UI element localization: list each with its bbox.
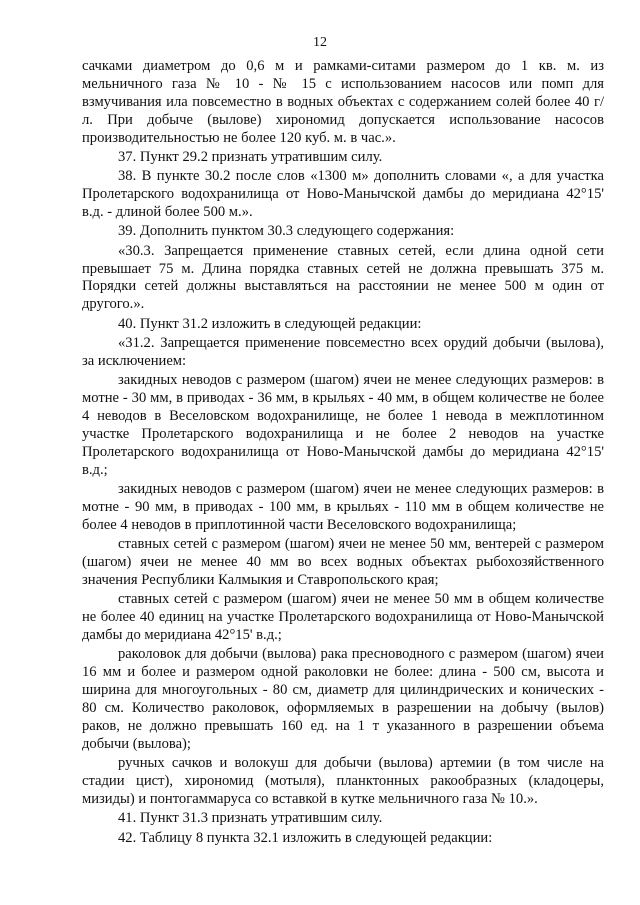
paragraph: ручных сачков и волокуш для добычи (вылова) артемии (в том числе на стадии цист), хирономид (мотыля), планктонных ракообразных (кладоцеры, мизиды) и понтогаммаруса со вставкой в кутке мельничного газа № 10.». xyxy=(82,755,604,807)
paragraph: раколовок для добычи (вылова) рака пресноводного с размером (шагом) ячеи 16 мм и более и размером одной раколовки не более: длина - 500 см, высота и ширина для многоугольных - 80 см, диаметр для цилиндрических и конических - 80 см. Количество раколовок, оформляемых в разрешении на добычу (вылов) раков, не должно превышать 160 ед. на 1 т указанного в разрешении объема добычи (вылова); xyxy=(82,646,604,752)
paragraph: закидных неводов с размером (шагом) ячеи не менее следующих размеров: в мотне - 30 мм, в приводах - 36 мм, в крыльях - 40 мм, в общем количестве не более 4 неводов в Веселовском водохранилище, не более 1 невода в межплотинном участке Пролетарского водохранилища и не более 2 неводов на участке Пролетарского водохранилища от Ново-Манычской дамбы до меридиана 42°15' в.д.; xyxy=(82,372,604,478)
paragraph: сачками диаметром до 0,6 м и рамками-ситами размером до 1 кв. м. из мельничного газа № 10 - № 15 с использованием насосов или помп для взмучивания ила повсеместно в водных объектах с содержанием солей более 40 г/л. При добыче (вылове) хирономид допускается использование насосов производительностью не более 120 куб. м. в час.». xyxy=(82,58,604,146)
paragraph: 41. Пункт 31.3 признать утратившим силу. xyxy=(118,810,383,827)
paragraph: 38. В пункте 30.2 после слов «1300 м» дополнить словами «, а для участка Пролетарского водохранилища от Ново-Манычской дамбы до меридиана 42°15' в.д. - длиной более 500 м.». xyxy=(82,168,604,221)
paragraph: «31.2. Запрещается применение повсеместно всех орудий добычи (вылова), за исключением: xyxy=(82,334,604,369)
paragraph: ставных сетей с размером (шагом) ячеи не менее 50 мм, вентерей с размером (шагом) ячеи не менее 40 мм во всех водных объектах рыбохозяйственного значения Республики Калмыкия и Ставропольского края; xyxy=(82,536,604,588)
paragraph: 39. Дополнить пунктом 30.3 следующего содержания: xyxy=(118,223,455,240)
paragraph: 40. Пункт 31.2 изложить в следующей редакции: xyxy=(118,315,422,332)
paragraph: ставных сетей с размером (шагом) ячеи не менее 50 мм в общем количестве не более 40 единиц на участке Пролетарского водохранилища от Ново-Манычской дамбы до меридиана 42°15' в.д.; xyxy=(82,591,604,643)
paragraph: закидных неводов с размером (шагом) ячеи не менее следующих размеров: в мотне - 90 мм, в приводах - 100 мм, в крыльях - 110 мм в общем количестве не более 4 неводов в приплотинной части Веселовского водохранилища; xyxy=(82,480,604,533)
document-body xyxy=(82,58,604,847)
paragraph: «30.3. Запрещается применение ставных сетей, если длина одной сети превышает 75 м. Длина порядка ставных сетей не должна превышать 375 м. Порядки сетей должны выставляться на расстоянии не менее 500 м один от другого.». xyxy=(82,242,604,313)
paragraph: 42. Таблицу 8 пункта 32.1 изложить в следующей редакции: xyxy=(118,829,493,846)
page-number: 12 xyxy=(313,35,327,50)
paragraph: 37. Пункт 29.2 признать утратившим силу. xyxy=(118,148,383,165)
